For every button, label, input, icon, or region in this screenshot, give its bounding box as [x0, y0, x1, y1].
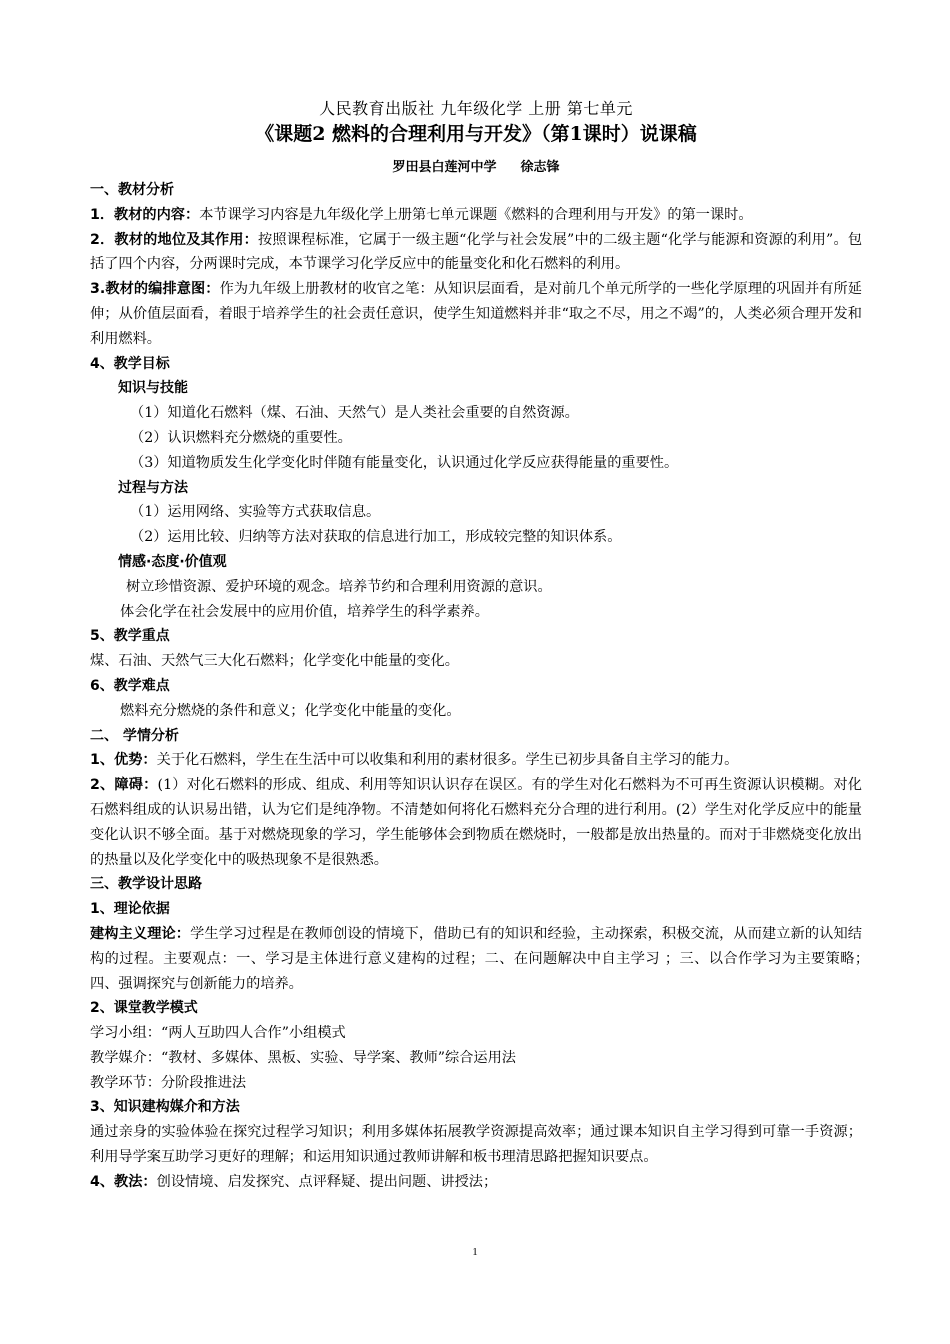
section-heading: 二、 学情分析 — [90, 727, 179, 744]
paragraph — [90, 228, 862, 278]
subsection-heading: 3、知识建构媒介和方法 — [90, 1099, 240, 1116]
paragraph-text: 作为九年级上册教材的收官之笔：从知识层面看，是对前几个单元所学的一些化学原理的巩固并有所延伸；从价值层面看，着眼于培养学生的社会责任意识，使学生知道燃料并非“取之不尽，用之不竭”的，人类必须合理开发和利用燃料。 — [90, 281, 862, 347]
paragraph-label: 1．教材的内容： — [90, 206, 200, 223]
paragraph: 教学环节：分阶段推进法 — [90, 1074, 247, 1091]
list-item: （1）运用网络、实验等方式获取信息。 — [130, 504, 381, 521]
paragraph-label: 1、优势： — [90, 752, 157, 769]
paragraph-text: 创设情境、启发探究、点评释疑、提出问题、讲授法； — [156, 1173, 498, 1190]
publisher-line: 人民教育出版社 九年级化学 上册 第七单元 — [319, 99, 633, 118]
paragraph-text: 学生学习过程是在教师创设的情境下，借助已有的知识和经验，主动探索，积极交流，从而建立新的认知结构的过程。主要观点：一、学习是主体进行意义建构的过程；二、在问题解决中自主学习 ；三、以合作学习为主要策略； 四、强调探究与创新能力的培养。 — [90, 925, 877, 992]
paragraph-label: 4、教法： — [90, 1173, 157, 1190]
document-title: 《课题2 燃料的合理利用与开发》（第1课时）说课稿 — [255, 123, 697, 145]
list-item: （2）运用比较、归纳等方法对获取的信息进行加工，形成较完整的知识体系。 — [130, 529, 622, 546]
paragraph: 通过亲身的实验体验在探究过程学习知识；利用多媒体拓展教学资源提高效率；通过课本知识自主学习得到可靠一手资源；利用导学案互助学习更好的理解；和运用知识通过教师讲解和板书理清思路把握知识要点。 — [90, 1124, 862, 1166]
section-heading: 一、教材分析 — [90, 182, 174, 198]
subsection-heading: 5、教学重点 — [90, 628, 170, 645]
paragraph — [90, 203, 862, 228]
list-item: （1）知道化石燃料（煤、石油、天然气）是人类社会重要的自然资源。 — [130, 405, 579, 422]
list-item: 体会化学在社会发展中的应用价值，培养学生的科学素养。 — [120, 603, 489, 620]
paragraph — [90, 922, 877, 996]
paragraph: 煤、石油、天然气三大化石燃料；化学变化中能量的变化。 — [90, 653, 459, 670]
list-item: （3）知道物质发生化学变化时伴随有能量变化，认识通过化学反应获得能量的重要性。 — [130, 454, 679, 471]
section-heading: 三、教学设计思路 — [90, 876, 202, 893]
paragraph — [90, 748, 862, 773]
paragraph: 学习小组：“两人互助四人合作”小组模式 — [90, 1025, 346, 1042]
school-name: 罗田县白莲河中学 — [392, 160, 497, 175]
paragraph-text: (1）对化石燃料的形成、组成、利用等知识认识存在误区。有的学生对化石燃料为不可再生资源认识模糊。对化石燃料组成的认识易出错，认为它们是纯净物。不清楚如何将化石燃料充分合理的进行利用。(2）学生对化学反应中的能量变化认识不够全面。基于对燃烧现象的学习，学生能够体会到物质在燃烧时，一般都是放出热量的。而对于非燃烧变化放出的热量以及化学变化中的吸热现象不是很熟悉。 — [90, 777, 862, 868]
subheading-process: 过程与方法 — [118, 479, 188, 496]
document-body — [90, 178, 877, 1195]
paragraph-label: 2、障碍： — [90, 777, 158, 794]
subheading-knowledge: 知识与技能 — [118, 380, 188, 397]
subsection-heading: 4、教学目标 — [90, 355, 170, 372]
list-item: （2）认识燃料充分燃烧的重要性。 — [130, 429, 352, 446]
page-number: 1 — [472, 1246, 478, 1258]
paragraph-label: 2．教材的地位及其作用： — [90, 231, 259, 248]
paragraph-label: 建构主义理论： — [90, 925, 191, 942]
subsection-heading: 2、课堂教学模式 — [90, 1000, 198, 1017]
author-name: 徐志锋 — [520, 160, 560, 175]
list-item: 树立珍惜资源、爱护环境的观念。培养节约和合理利用资源的意识。 — [126, 578, 552, 595]
paragraph-label: 3.教材的编排意图： — [90, 281, 220, 298]
paragraph — [90, 1170, 862, 1195]
paragraph-text: 本节课学习内容是九年级化学上册第七单元课题《燃料的合理利用与开发》的第一课时。 — [199, 206, 753, 223]
paragraph-text: 关于化石燃料，学生在生活中可以收集和利用的素材很多。学生已初步具备自主学习的能力。 — [156, 752, 739, 769]
subsection-heading: 6、教学难点 — [90, 677, 170, 694]
paragraph — [90, 277, 862, 351]
paragraph: 教学媒介：“教材、多媒体、黑板、实验、导学案、教师”综合运用法 — [90, 1049, 516, 1066]
paragraph: 燃料充分燃烧的条件和意义；化学变化中能量的变化。 — [120, 702, 461, 719]
subheading-values: 情感·态度·价值观 — [118, 553, 227, 570]
paragraph — [90, 773, 862, 872]
author-line — [90, 156, 862, 175]
paragraph-text: 按照课程标准，它属于一级主题“化学与社会发展”中的二级主题“化学与能源和资源的利用”。包括了四个内容，分两课时完成，本节课学习化学反应中的能量变化和化石燃料的利用。 — [90, 231, 863, 273]
subsection-heading: 1、理论依据 — [90, 901, 170, 918]
